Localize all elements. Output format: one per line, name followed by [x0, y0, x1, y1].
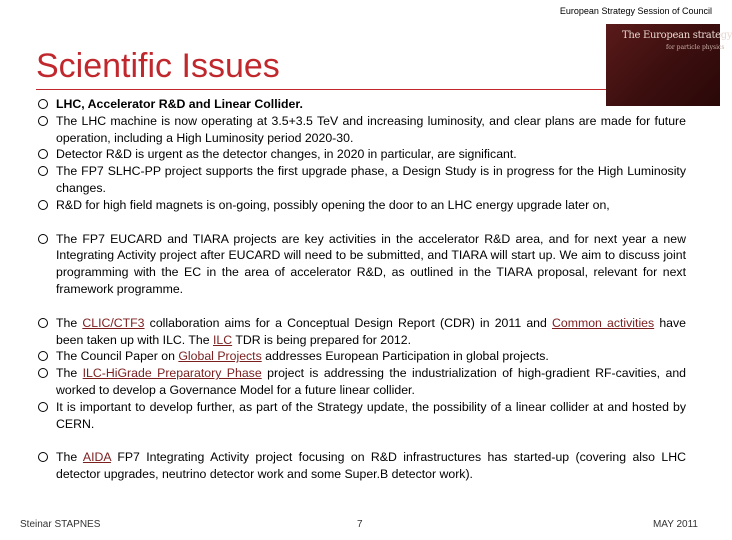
bullet-item [36, 113, 686, 147]
bullet-text: LHC, Accelerator R&D and Linear Collider. [56, 97, 303, 111]
circle-bullet-icon [38, 200, 48, 210]
logo-subtext: for particle physics [666, 44, 725, 51]
circle-bullet-icon [38, 234, 48, 244]
circle-bullet-icon [38, 368, 48, 378]
bullet-group-eucard [36, 231, 686, 298]
circle-bullet-icon [38, 166, 48, 176]
circle-bullet-icon [38, 351, 48, 361]
logo-text: The European strategy [622, 30, 732, 41]
bullet-text: The FP7 EUCARD and TIARA projects are key activities in the accelerator R&D area, and for next year a new Integrating Activity project after EUCARD will need to be submitted, and TIARA will start up. We aim to discuss joint programming with the EC in the area of accelerator R&D, as outlined in the TIARA proposal, relevant for next framework programme. [56, 231, 686, 296]
bullet-item: The Council Paper on Global Projects addresses European Participation in global projects. [36, 348, 686, 365]
bullet-item [36, 96, 686, 113]
bullet-item [36, 146, 686, 163]
bullet-text: The FP7 SLHC-PP project supports the first upgrade phase, a Design Study is in progress for the High Luminosity changes. [56, 164, 686, 195]
bullet-item [36, 197, 686, 214]
circle-bullet-icon [38, 99, 48, 109]
circle-bullet-icon [38, 452, 48, 462]
bullet-item [36, 231, 686, 298]
ilc-link[interactable]: ILC [213, 332, 233, 347]
title-divider [36, 89, 606, 90]
bullet-text: The LHC machine is now operating at 3.5+3.5 TeV and increasing luminosity, and clear plans are made for future operation, including a High Luminosity period 2020-30. [56, 113, 686, 145]
bullet-text: Detector R&D is urgent as the detector changes, in 2020 in particular, are significant. [56, 147, 517, 162]
aida-link[interactable]: AIDA [82, 450, 111, 465]
bullet-item [36, 163, 686, 197]
common-activities-link[interactable]: Common activities [551, 315, 655, 330]
circle-bullet-icon [38, 116, 48, 126]
bullet-item: The CLIC/CTF3 collaboration aims for a Conceptual Design Report (CDR) in 2011 and Common activities have been taken up with ILC. The ILC TDR is being prepared for 2012. [36, 315, 686, 349]
european-strategy-logo [606, 24, 732, 106]
session-header: European Strategy Session of Council [559, 6, 712, 16]
bullet-item [36, 399, 686, 433]
bullet-text: It is important to develop further, as part of the Strategy update, the possibility of a linear collider at and hosted by CERN. [56, 399, 686, 431]
bullet-group-linear-collider [36, 315, 686, 433]
circle-bullet-icon [38, 318, 48, 328]
bullet-item: The ILC-HiGrade Preparatory Phase project is addressing the industrialization of high-gradient RF-cavities, and worked to develop a Governance Model for a future linear collider. [36, 365, 686, 399]
circle-bullet-icon [38, 402, 48, 412]
global-projects-link[interactable]: Global Projects [178, 349, 262, 364]
bullet-group-aida [36, 449, 686, 483]
bullet-group-lhc [36, 96, 686, 214]
slide-title: Scientific Issues [36, 47, 280, 85]
bullet-item: The AIDA FP7 Integrating Activity project focusing on R&D infrastructures has started-up (covering also LHC detector upgrades, neutrino detector work and some Super.B detector work). [36, 449, 686, 483]
bullet-text: R&D for high field magnets is on-going, possibly opening the door to an LHC energy upgrade later on, [56, 197, 610, 212]
footer-author: Steinar STAPNES [20, 519, 101, 530]
clic-ctf3-link[interactable]: CLIC/CTF3 [82, 315, 145, 330]
footer-date: MAY 2011 [652, 519, 698, 530]
slide-content [36, 96, 686, 483]
footer-page-number: 7 [357, 519, 363, 530]
ilc-higrade-link[interactable]: ILC-HiGrade Preparatory Phase [82, 366, 262, 381]
circle-bullet-icon [38, 149, 48, 159]
